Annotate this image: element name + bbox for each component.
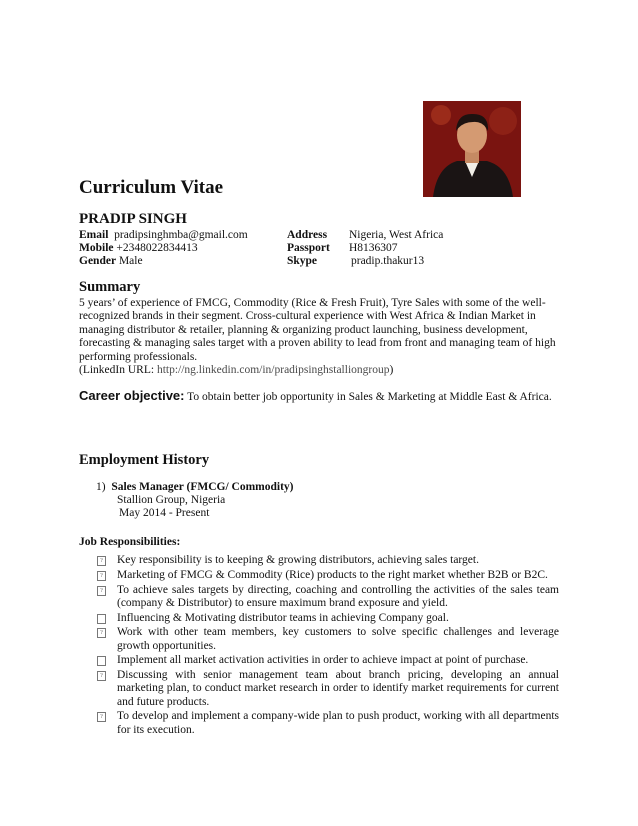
mobile-value: +2348022834413	[116, 242, 198, 254]
list-item	[97, 654, 559, 667]
bullet-icon: ?	[97, 628, 106, 638]
list-item	[97, 626, 559, 652]
address-label: Address	[287, 229, 328, 241]
responsibility-text: To achieve sales targets by directing, coaching and controlling the activities of the sales team (company & Distributor) to ensure maximum brand exposure and yield.	[117, 583, 559, 609]
responsibility-text: Implement all market activation activities in order to achieve impact at point of purchase.	[117, 654, 529, 667]
employment-heading: Employment History	[79, 452, 210, 468]
linkedin-link[interactable]: http://ng.linkedin.com/in/pradipsinghstalliongroup	[156, 364, 390, 377]
email-label: Email	[79, 229, 109, 241]
bullet-icon: ?	[97, 671, 106, 681]
responsibility-text: Key responsibility is to keeping & growing distributors, achieving sales target.	[117, 554, 479, 566]
candidate-name: PRADIP SINGH	[79, 211, 187, 227]
gender-label: Gender	[79, 255, 117, 267]
job-entry	[96, 481, 294, 520]
bullet-icon	[97, 656, 106, 666]
responsibility-text: Work with other team members, key customers to solve specific challenges and leverage growth opportunities.	[117, 626, 559, 652]
mobile-label: Mobile	[79, 242, 114, 254]
passport-value: H8136307	[349, 242, 398, 254]
bullet-icon: ?	[97, 712, 106, 722]
email-value: pradipsinghmba@gmail.com	[114, 229, 248, 241]
responsibilities-label: Job Responsibilities:	[79, 536, 181, 548]
responsibility-text: Influencing & Motivating distributor teams in achieving Company goal.	[117, 611, 449, 624]
bullet-icon: ?	[97, 586, 106, 596]
list-item	[97, 569, 559, 582]
list-item	[97, 710, 559, 736]
list-item	[97, 554, 559, 567]
career-objective-label: Career objective:	[79, 388, 185, 403]
career-objective-text: To obtain better job opportunity in Sales & Marketing at Middle East & Africa.	[187, 391, 552, 403]
gender-value: Male	[118, 255, 143, 267]
bullet-icon	[97, 614, 106, 624]
document-title: Curriculum Vitae	[79, 177, 224, 198]
career-objective	[79, 388, 552, 403]
person-photo-icon	[423, 101, 521, 197]
job-number: 1)	[96, 481, 106, 493]
skype-row	[287, 255, 443, 268]
list-item	[97, 612, 559, 625]
responsibility-text: Marketing of FMCG & Commodity (Rice) products to the right market whether B2B or B2C.	[117, 568, 548, 581]
address-row	[287, 229, 443, 242]
mobile-row	[79, 242, 248, 255]
profile-photo	[423, 101, 521, 197]
linkedin-suffix: )	[389, 364, 394, 377]
summary-text: 5 years’ of experience of FMCG, Commodity (Rice & Fresh Fruit), Tyre Sales with some of the well-recognized brands in their segment. Cross-cultural experience with West Africa & Indian Market in managing distributor & retailer, planning & organizing product launching, business development, forecasting & managing sales target with a proven ability to lead from front and managing team of high performing professionals.	[79, 297, 556, 363]
contact-right	[287, 229, 443, 268]
passport-row	[287, 242, 443, 255]
passport-label: Passport	[287, 242, 330, 254]
responsibility-text: Discussing with senior management team about branch pricing, developing an annual marketing plan, to conduct market research in order to identify market requirements for current and future products.	[117, 669, 559, 708]
linkedin-prefix: (LinkedIn URL:	[79, 364, 157, 377]
summary-heading: Summary	[79, 279, 141, 295]
job-period: May 2014 - Present	[119, 507, 210, 519]
responsibility-text: To develop and implement a company-wide plan to push product, working with all departments for its execution.	[117, 710, 559, 736]
gender-row	[79, 255, 248, 268]
bullet-icon: ?	[97, 556, 106, 566]
contact-left	[79, 229, 248, 268]
email-row	[79, 229, 248, 242]
address-value: Nigeria, West Africa	[349, 229, 444, 241]
bullet-icon: ?	[97, 571, 106, 581]
responsibilities-list	[97, 554, 559, 738]
summary-text-block	[79, 297, 559, 377]
job-title: Sales Manager (FMCG/ Commodity)	[111, 481, 294, 493]
list-item	[97, 669, 559, 709]
skype-value: pradip.thakur13	[351, 255, 425, 267]
job-company: Stallion Group, Nigeria	[117, 494, 226, 506]
skype-label: Skype	[287, 255, 318, 267]
list-item	[97, 584, 559, 610]
